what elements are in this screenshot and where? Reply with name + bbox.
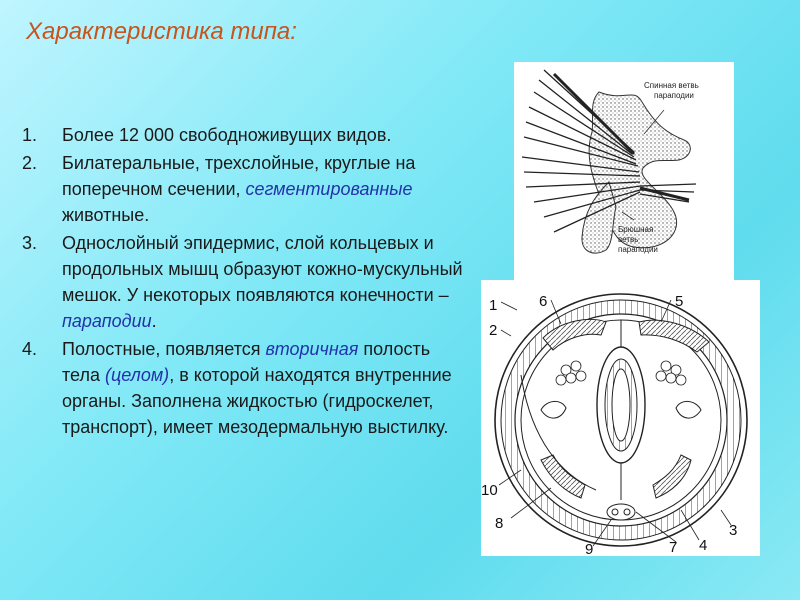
list-item <box>22 150 472 228</box>
list-item-text: Полостные, появляется <box>62 339 266 359</box>
dorsal-label-line1: Спинная ветвь <box>644 81 699 90</box>
label-10: 10 <box>481 482 498 499</box>
list-item-text: , в которой находятся внутренние органы. Заполнена жидкостью (гидроскелет, транспорт), имеет мезодермальную выстилку. <box>62 365 452 437</box>
list-item <box>22 336 472 440</box>
highlighted-term: сегментированные <box>245 179 413 199</box>
dorsal-label-line2: параподии <box>654 91 694 100</box>
highlighted-term: вторичная <box>265 339 364 359</box>
label-9: 9 <box>585 541 594 556</box>
parapodium-figure <box>514 62 734 280</box>
list-item <box>22 230 472 334</box>
list-item-number: 3. <box>22 233 38 253</box>
cross-section-drawing <box>481 280 760 556</box>
label-5: 5 <box>675 293 684 310</box>
label-7: 7 <box>669 539 678 556</box>
ventral-label-line1: Брюшная <box>618 225 654 234</box>
list-item-number: 2. <box>22 153 38 173</box>
list-item-number: 4. <box>22 339 38 359</box>
label-1: 1 <box>489 297 498 314</box>
cross-section-figure <box>481 280 760 556</box>
label-6: 6 <box>539 293 548 310</box>
parapodium-drawing <box>514 62 734 280</box>
list-item-text: . <box>151 311 157 331</box>
label-8: 8 <box>495 515 504 532</box>
highlighted-term: параподии <box>62 311 152 331</box>
label-4: 4 <box>699 537 708 554</box>
label-3: 3 <box>729 522 738 539</box>
list-item-number: 1. <box>22 125 38 145</box>
ventral-label-line2: ветвь <box>618 235 639 244</box>
list-item-text: полость тела <box>62 339 431 385</box>
characteristics-list <box>22 122 472 442</box>
list-item-text: Однослойный эпидермис, слой кольцевых и продольных мышц образуют кожно-мускульный мешок. У некоторых появляются конечности – <box>62 233 463 305</box>
slide-title: Характеристика типа: <box>26 18 297 45</box>
list-item-text: Более 12 000 свободноживущих видов. <box>62 125 392 145</box>
highlighted-term: (целом) <box>104 365 170 385</box>
label-2: 2 <box>489 322 498 339</box>
list-item-text: Билатеральные, трехслойные, круглые на поперечном сечении, <box>62 153 416 199</box>
list-item <box>22 122 472 148</box>
ventral-label-line3: параподии <box>618 245 658 254</box>
list-item-text: животные. <box>62 205 150 225</box>
